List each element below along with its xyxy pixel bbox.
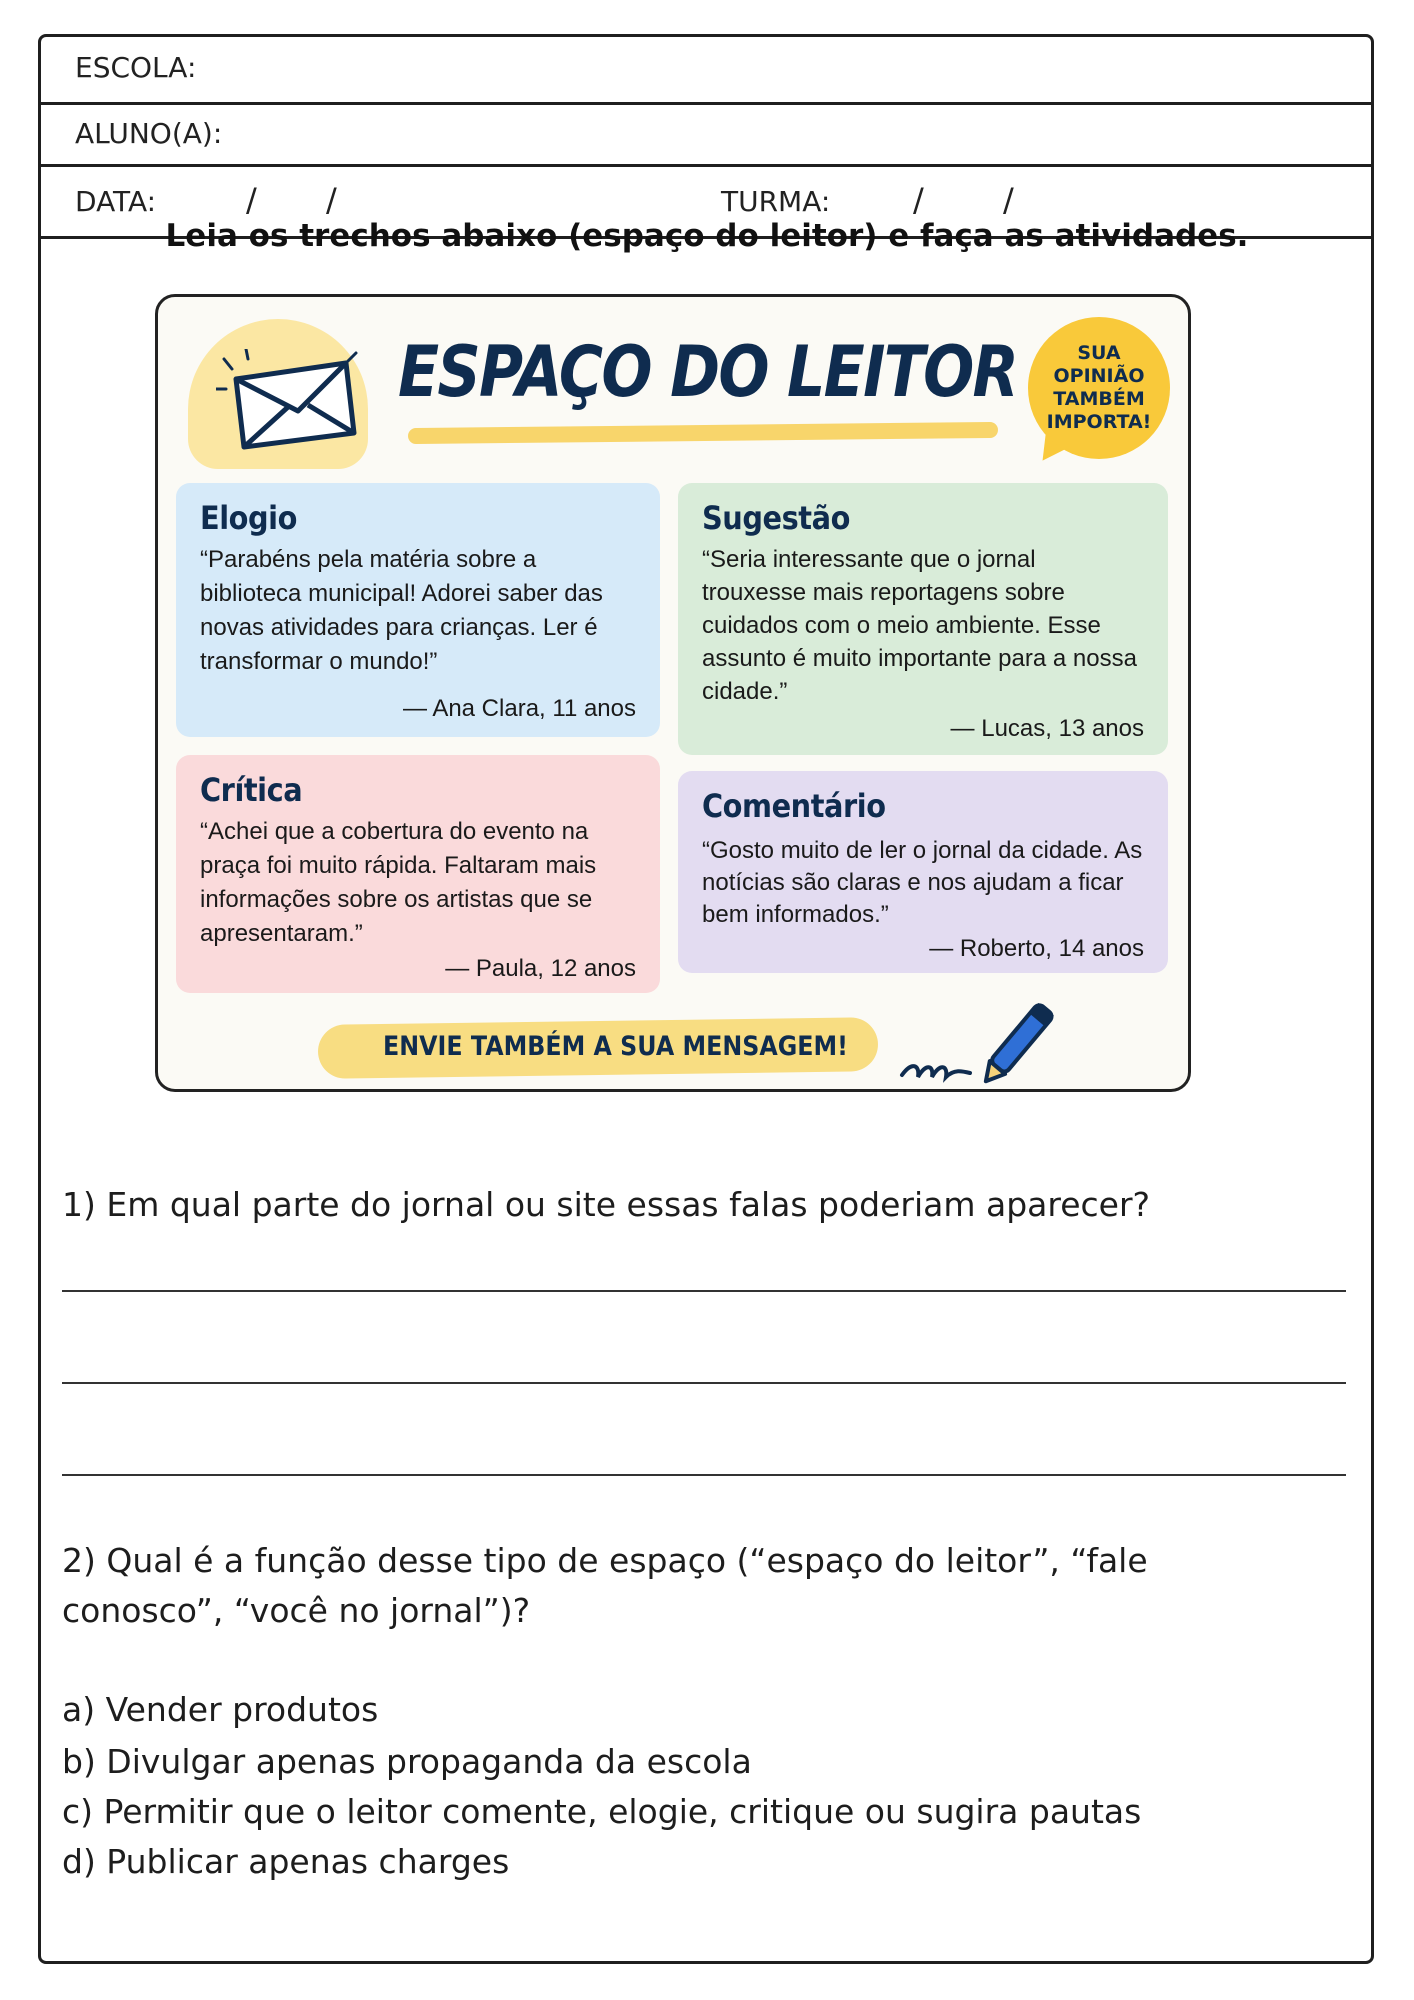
option-d[interactable]: d) Publicar apenas charges — [62, 1842, 510, 1881]
poster-title: ESPAÇO DO LEITOR — [398, 331, 1018, 413]
option-b[interactable]: b) Divulgar apenas propaganda da escola — [62, 1742, 752, 1781]
pen-icon — [898, 1003, 1068, 1093]
footer-text: ENVIE TAMBÉM A SUA MENSAGEM! — [383, 1031, 848, 1062]
class-slash-1: / — [913, 181, 924, 219]
card-quote: “Achei que a cobertura do evento na praça foi muito rápida. Faltaram mais informações sobre os artistas que se apresentaram.” — [200, 818, 597, 947]
envelope-icon — [216, 349, 366, 459]
option-c[interactable]: c) Permitir que o leitor comente, elogie, critique ou sugira pautas — [62, 1792, 1142, 1831]
instruction: Leia os trechos abaixo (espaço do leitor) e faça as atividades. — [165, 218, 1249, 254]
card-sugestao — [678, 483, 1168, 755]
bubble-line: TAMBÉM — [1053, 388, 1145, 410]
date-label: DATA: — [75, 185, 157, 218]
class-label: TURMA: — [721, 185, 831, 218]
question-2: 2) Qual é a função desse tipo de espaço (“espaço do leitor”, “fale conosco”, “você no jornal”)? — [62, 1541, 1148, 1630]
card-title: Comentário — [702, 787, 886, 825]
bubble-line: SUA — [1077, 342, 1121, 364]
student-row — [41, 105, 1371, 167]
card-comentario — [678, 771, 1168, 973]
answer-line-2[interactable] — [62, 1382, 1346, 1384]
date-slash-1: / — [246, 181, 257, 219]
card-author: — Paula, 12 anos — [445, 955, 636, 982]
card-title: Elogio — [200, 499, 297, 537]
question-1: 1) Em qual parte do jornal ou site essas falas poderiam aparecer? — [62, 1185, 1151, 1224]
student-label: ALUNO(A): — [75, 117, 223, 150]
answer-line-1[interactable] — [62, 1290, 1346, 1292]
card-author: — Roberto, 14 anos — [929, 935, 1144, 962]
option-a[interactable]: a) Vender produtos — [62, 1690, 379, 1729]
card-elogio — [176, 483, 660, 737]
class-slash-2: / — [1003, 181, 1014, 219]
reader-space-poster — [155, 294, 1191, 1092]
card-quote: “Gosto muito de ler o jornal da cidade. As notícias são claras e nos ajudam a ficar bem informados.” — [702, 837, 1143, 928]
opinion-bubble — [1028, 317, 1170, 459]
date-slash-2: / — [326, 181, 337, 219]
bubble-line: IMPORTA! — [1046, 411, 1152, 433]
title-underline — [408, 422, 998, 444]
card-author: — Ana Clara, 11 anos — [402, 695, 636, 722]
card-title: Sugestão — [702, 499, 850, 537]
school-row — [41, 37, 1371, 105]
card-quote: “Parabéns pela matéria sobre a biblioteca municipal! Adorei saber das novas atividades para crianças. Ler é transformar o mundo!” — [200, 546, 603, 675]
card-author: — Lucas, 13 anos — [950, 715, 1144, 742]
answer-line-3[interactable] — [62, 1474, 1346, 1476]
card-quote: “Seria interessante que o jornal trouxesse mais reportagens sobre cuidados com o meio ambiente. Esse assunto é muito importante para a nossa cidade.” — [702, 546, 1137, 705]
card-title: Crítica — [200, 771, 303, 809]
bubble-line: OPINIÃO — [1053, 365, 1145, 387]
school-label: ESCOLA: — [75, 51, 197, 84]
card-critica — [176, 755, 660, 993]
